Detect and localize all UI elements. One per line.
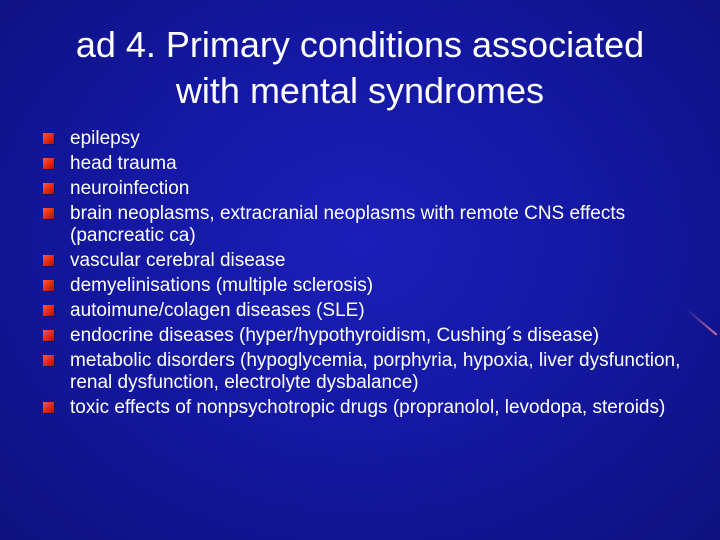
red-square-bullet-icon: [43, 208, 54, 219]
bullet-text: autoimune/colagen diseases (SLE): [70, 300, 365, 321]
bullet-item: [40, 203, 710, 247]
bullet-item: [40, 300, 710, 322]
bullet-item: [40, 178, 710, 200]
red-square-bullet-icon: [43, 280, 54, 291]
bullet-item: [40, 250, 710, 272]
slide-title-line-1: ad 4. Primary conditions associated: [75, 24, 645, 65]
red-square-bullet-icon: [43, 330, 54, 341]
bullet-item: [40, 325, 710, 347]
red-square-bullet-icon: [43, 402, 54, 413]
red-square-bullet-icon: [43, 305, 54, 316]
bullet-item: [40, 153, 710, 175]
slide-title-line-2: with mental syndromes: [175, 70, 545, 111]
slide-title: [20, 22, 700, 114]
bullet-text: brain neoplasms, extracranial neoplasms with remote CNS effects (pancreatic ca): [70, 203, 626, 246]
red-square-bullet-icon: [43, 158, 54, 169]
red-square-bullet-icon: [43, 355, 54, 366]
red-square-bullet-icon: [43, 133, 54, 144]
bullet-text: toxic effects of nonpsychotropic drugs (propranolol, levodopa, steroids): [70, 397, 666, 418]
bullet-text: metabolic disorders (hypoglycemia, porphyria, hypoxia, liver dysfunction, renal dysfunction, electrolyte dysbalance): [70, 350, 681, 393]
bullet-item: [40, 350, 710, 394]
bullet-text: demyelinisations (multiple sclerosis): [70, 275, 374, 296]
bullet-item: [40, 397, 710, 419]
bullet-item: [40, 128, 710, 150]
bullet-text: epilepsy: [70, 128, 140, 149]
bullet-text: vascular cerebral disease: [70, 250, 286, 271]
red-square-bullet-icon: [43, 255, 54, 266]
bullet-text: head trauma: [70, 153, 177, 174]
bullet-list: [40, 128, 710, 422]
bullet-text: endocrine diseases (hyper/hypothyroidism, Cushing´s disease): [70, 325, 600, 346]
red-square-bullet-icon: [43, 183, 54, 194]
bullet-text: neuroinfection: [70, 178, 190, 199]
bullet-item: [40, 275, 710, 297]
